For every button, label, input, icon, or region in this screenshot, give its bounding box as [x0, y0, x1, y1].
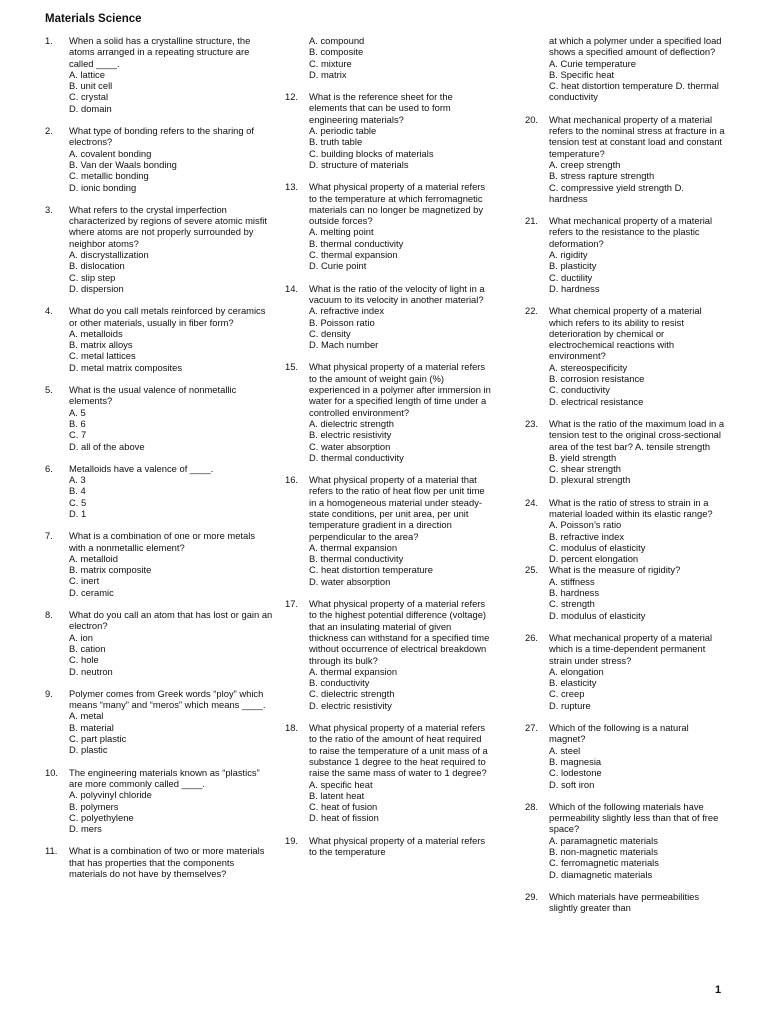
answer-option: D. percent elongation [549, 553, 639, 565]
answer-option: B. cation [69, 642, 106, 654]
question-item [45, 384, 273, 452]
page-number: 1 [715, 984, 722, 996]
answer-option: C. heat distortion temperature D. thermal conductivity [549, 80, 719, 103]
answer-option: A. refractive index [309, 305, 385, 317]
answer-option: C. water absorption [309, 440, 391, 452]
question-item [45, 767, 273, 835]
question-stem: What chemical property of a material which refers to its ability to resist deterioration by chemical or electrochemical reactions with environment? [549, 305, 702, 362]
answer-option: B. composite [309, 46, 364, 58]
question-item [45, 125, 273, 193]
answer-option: A. stereospecificity [549, 361, 628, 373]
question-stem: What physical property of a material that refers to the ratio of heat flow per unit time in a homogeneous material under steady-state conditions, per unit area, per unit temperature gradient in a direction perpendicular to the area? [309, 474, 485, 542]
answer-option: A. Poisson’s ratio [549, 519, 622, 531]
answer-option: A. 5 [69, 406, 86, 418]
answer-option: C. mixture [309, 57, 352, 69]
question-stem: What is a combination of one or more metals with a nonmetallic element? [69, 530, 256, 553]
question-item [45, 609, 273, 677]
question-item [525, 801, 725, 880]
answer-option: B. refractive index [549, 530, 625, 542]
answer-option: B. stress rapture strength [549, 170, 655, 182]
answer-option: C. thermal expansion [309, 249, 398, 261]
question-item [285, 835, 491, 858]
question-number: 5. [45, 384, 53, 396]
question-stem: What mechanical property of a material refers to the nominal stress at fracture in a tension test at constant load and constant temperature? [549, 113, 725, 159]
answer-option: C. metal lattices [69, 350, 136, 362]
answer-option: A. thermal expansion [309, 541, 398, 553]
question-stem: What is the reference sheet for the elements that can be used to form engineering materials? [309, 91, 453, 125]
answer-option: B. Poisson ratio [309, 316, 375, 328]
question-number: 6. [45, 462, 53, 474]
answer-option: C. modulus of elasticity [549, 541, 646, 553]
answer-option: C. inert [69, 575, 100, 587]
answer-option: A. 3 [69, 474, 86, 486]
question-item [525, 215, 725, 294]
answer-option: B. corrosion resistance [549, 373, 645, 385]
question-item [45, 305, 273, 373]
answer-option: B. truth table [309, 136, 363, 148]
answer-option: B. Specific heat [549, 68, 615, 80]
answer-option: B. polymers [69, 800, 119, 812]
answer-option: A. melting point [309, 226, 374, 238]
question-stem: Which of the following is a natural magnet? [549, 722, 689, 745]
answer-option: A. lattice [69, 68, 105, 80]
answer-option: A. steel [549, 744, 581, 756]
answer-option: A. ion [69, 631, 93, 643]
answer-option: A. covalent bonding [69, 147, 152, 159]
question-stem: What is a combination of two or more materials that has properties that the components materials do not have by themselves? [69, 845, 265, 879]
answer-option: D. 1 [69, 507, 87, 519]
question-item [525, 632, 725, 711]
question-number: 24. [525, 496, 539, 508]
question-number: 17. [285, 598, 299, 610]
answer-option: A. creep strength [549, 158, 621, 170]
answer-option: B. conductivity [309, 677, 370, 689]
answer-option: D. all of the above [69, 440, 145, 452]
answer-option: D. electric resistivity [309, 699, 392, 711]
question-number: 22. [525, 305, 539, 317]
question-item [285, 722, 491, 824]
question-number: 7. [45, 530, 53, 542]
question-number: 26. [525, 631, 539, 643]
answer-option: A. dielectric strength [309, 417, 394, 429]
answer-option: B. Van der Waals bonding [69, 158, 177, 170]
answer-option: D. water absorption [309, 575, 391, 587]
question-number: 15. [285, 361, 299, 373]
question-stem: at which a polymer under a specified load shows a specified amount of deflection? [549, 35, 722, 58]
answer-option: C. crystal [69, 91, 109, 103]
answer-option: B. electric resistivity [309, 429, 392, 441]
question-number: 1. [45, 35, 53, 46]
question-stem: What mechanical property of a material refers to the resistance to the plastic deformation? [549, 215, 713, 249]
answer-option: B. dislocation [69, 260, 125, 272]
page-title: Materials Science [45, 13, 142, 25]
answer-option: C. compressive yield strength D. hardness [549, 181, 684, 204]
answer-option: A. specific heat [309, 778, 373, 790]
answer-option: B. yield strength [549, 451, 617, 463]
question-number: 8. [45, 609, 53, 621]
answer-option: A. Curie temperature [549, 57, 637, 69]
answer-option: D. domain [69, 102, 112, 114]
question-stem: What do you call an atom that has lost or gain an electron? [69, 609, 273, 632]
question-number: 28. [525, 800, 539, 812]
question-item [285, 361, 491, 463]
question-stem: What do you call metals reinforced by ceramics or other materials, usually in fiber form? [69, 305, 266, 328]
answer-option: D. structure of materials [309, 158, 409, 170]
question-stem: What physical property of a material refers to the amount of weight gain (%) experienced in a polymer after immersion in water for a specified length of time under a controlled environment? [309, 361, 491, 418]
question-stem: What mechanical property of a material which is a time-dependent permanent strain under stress? [549, 631, 713, 666]
answer-option: D. hardness [549, 282, 600, 294]
question-item [45, 463, 273, 519]
answer-option: B. non-magnetic materials [549, 846, 658, 857]
answer-option: A. metalloid [69, 552, 118, 564]
question-stem: What is the measure of rigidity? [549, 564, 681, 576]
answer-option: B. unit cell [69, 80, 113, 92]
answer-option: D. plastic [69, 744, 108, 756]
question-number: 12. [285, 91, 299, 103]
question-stem: What is the usual valence of nonmetallic elements? [69, 384, 237, 407]
answer-option: B. thermal conductivity [309, 237, 404, 249]
answer-option: B. 6 [69, 417, 86, 429]
answer-option: A. thermal expansion [309, 665, 398, 677]
question-number: 20. [525, 113, 539, 125]
answer-option: B. matrix alloys [69, 339, 133, 351]
answer-option: B. latent heat [309, 789, 365, 801]
answer-option: C. shear strength [549, 463, 621, 475]
question-number: 2. [45, 125, 53, 137]
question-item [525, 35, 725, 103]
answer-option: C. part plastic [69, 733, 127, 745]
question-stem: What physical property of a material refers to the highest potential difference (voltage) that an insulating material of given thickness can withstand for a specified time without occurrence of electrical breakdown through its bulk? [309, 598, 490, 666]
question-item [285, 181, 491, 271]
question-item [45, 688, 273, 756]
answer-option: D. ionic bonding [69, 181, 137, 193]
answer-option: D. matrix [309, 68, 347, 80]
question-stem: Which materials have permeabilities slightly greater than [549, 890, 700, 914]
question-number: 3. [45, 203, 53, 215]
answer-option: C. heat distortion temperature [309, 564, 434, 576]
question-number: 25. [525, 564, 539, 576]
question-item [525, 305, 725, 407]
answer-option: D. thermal conductivity [309, 451, 404, 463]
question-item [285, 283, 491, 351]
question-stem: The engineering materials known as “plastics” are more commonly called ____. [69, 766, 260, 789]
question-stem: What is the ratio of the maximum load in a tension test to the original cross-sectional area of the test bar? A. tensile strength [549, 417, 725, 452]
question-number: 4. [45, 305, 53, 317]
answer-option: A. stiffness [549, 575, 595, 587]
question-item [525, 722, 725, 790]
answer-option: D. ceramic [69, 586, 114, 598]
answer-option: C. hole [69, 654, 99, 666]
answer-option: A. metal [69, 710, 104, 722]
answer-option: A. rigidity [549, 249, 588, 261]
question-item [525, 497, 725, 565]
question-stem: When a solid has a crystalline structure, the atoms arranged in a repeating structure are called ____. [69, 35, 251, 69]
question-stem: Which of the following materials have permeability slightly less than that of free space? [549, 800, 719, 835]
answer-option: B. matrix composite [69, 564, 152, 576]
question-number: 10. [45, 766, 59, 778]
answer-option: B. material [69, 721, 114, 733]
answer-option: D. rupture [549, 699, 591, 711]
question-item [285, 474, 491, 587]
answer-option: B. plasticity [549, 260, 597, 272]
question-item [45, 845, 273, 879]
answer-option: A. periodic table [309, 125, 377, 137]
question-number: 9. [45, 687, 53, 699]
answer-option: D. Mach number [309, 339, 379, 351]
question-item [525, 564, 725, 620]
question-stem: Polymer comes from Greek words “ploy” which means “many” and “meros” which means ____. [69, 687, 266, 711]
question-stem: What physical property of a material refers to the temperature at which ferromagnetic materials can no longer be magnetized by outside forces? [309, 181, 486, 227]
question-stem: What is the ratio of stress to strain in a material loaded within its elastic range? [549, 496, 713, 519]
answer-option: D. modulus of elasticity [549, 609, 646, 621]
answer-option: C. lodestone [549, 767, 602, 779]
answer-option: A. paramagnetic materials [549, 834, 658, 846]
question-number: 18. [285, 722, 299, 734]
question-number: 16. [285, 474, 299, 486]
question-item [285, 91, 491, 170]
question-item [525, 891, 725, 914]
answer-option: C. 5 [69, 496, 87, 508]
answer-option: D. mers [69, 823, 102, 835]
answer-option: A. polyvinyl chloride [69, 789, 152, 801]
question-item [525, 418, 725, 486]
question-number: 21. [525, 215, 539, 227]
answer-option: C. slip step [69, 271, 116, 283]
answer-option: C. ferromagnetic materials [549, 857, 659, 869]
answer-option: C. ductility [549, 271, 593, 283]
question-stem: What physical property of a material refers to the temperature [309, 834, 486, 857]
question-stem: What is the ratio of the velocity of light in a vacuum to its velocity in another material? [309, 282, 485, 305]
answer-option: B. elasticity [549, 677, 597, 689]
answer-option: C. heat of fusion [309, 801, 378, 813]
question-item [45, 204, 273, 294]
question-item [45, 35, 273, 114]
answer-option: D. metal matrix composites [69, 361, 183, 373]
answer-option: B. 4 [69, 485, 86, 497]
answer-option: A. compound [309, 35, 365, 46]
question-number: 14. [285, 282, 299, 294]
answer-option: C. density [309, 327, 351, 339]
question-column-3 [525, 35, 725, 924]
question-item [285, 35, 491, 80]
answer-option: D. electrical resistance [549, 395, 644, 407]
question-number: 27. [525, 722, 539, 734]
answer-option: D. diamagnetic materials [549, 868, 653, 880]
answer-option: D. Curie point [309, 260, 367, 272]
question-stem: Metalloids have a valence of ____. [69, 462, 214, 474]
question-number: 13. [285, 181, 299, 193]
answer-option: C. metallic bonding [69, 170, 149, 182]
answer-option: D. dispersion [69, 282, 124, 294]
answer-option: C. strength [549, 598, 595, 610]
answer-option: C. conductivity [549, 384, 610, 396]
question-column-2 [285, 35, 491, 868]
answer-option: D. neutron [69, 665, 113, 677]
answer-option: C. building blocks of materials [309, 147, 434, 159]
question-stem: What physical property of a material refers to the ratio of the amount of heat required to raise the temperature of a unit mass of a substance 1 degree to the heat required to raise the same mass of water to 1 degree? [309, 722, 488, 779]
answer-option: A. discrystallization [69, 249, 149, 261]
question-column-1 [45, 35, 273, 890]
answer-option: B. thermal conductivity [309, 553, 404, 565]
answer-option: B. hardness [549, 587, 600, 599]
question-item [45, 530, 273, 598]
question-stem: What type of bonding refers to the sharing of electrons? [69, 125, 255, 148]
answer-option: A. elongation [549, 665, 604, 677]
question-item [285, 598, 491, 711]
question-number: 29. [525, 890, 539, 902]
question-number: 11. [45, 845, 58, 857]
answer-option: D. soft iron [549, 778, 595, 790]
question-stem: What refers to the crystal imperfection characterized by regions of severe atomic misfit where atoms are not properly surrounded by neighbor atoms? [69, 203, 267, 249]
answer-option: D. plexural strength [549, 474, 631, 486]
answer-option: C. dielectric strength [309, 688, 395, 700]
answer-option: C. polyethylene [69, 811, 134, 823]
question-number: 23. [525, 417, 539, 429]
answer-option: D. heat of fission [309, 812, 379, 824]
answer-option: C. creep [549, 688, 585, 700]
question-number: 19. [285, 834, 299, 846]
question-item [525, 114, 725, 204]
answer-option: B. magnesia [549, 755, 602, 767]
answer-option: C. 7 [69, 429, 87, 441]
answer-option: A. metalloids [69, 327, 123, 339]
